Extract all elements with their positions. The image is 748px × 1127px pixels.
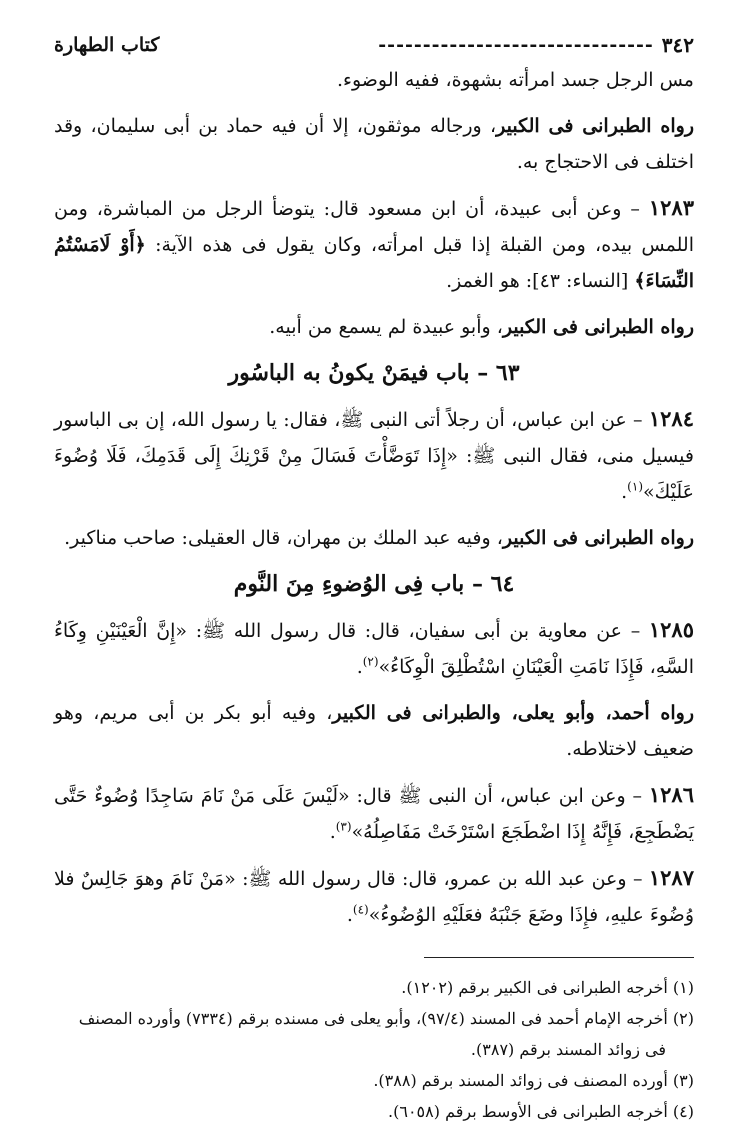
paragraph <box>54 62 694 98</box>
hadith-number: ١٢٨٦ <box>648 782 694 807</box>
period: . <box>621 481 628 503</box>
source-label: رواه الطبرانى فى الكبير <box>496 115 695 137</box>
period: . <box>329 821 336 843</box>
footnote: (٢) أخرجه الإمام أحمد فى المسند (٩٧/٤)، وأبو يعلى فى مسنده برقم (٧٣٣٤) وأورده المصنف <box>78 1009 694 1028</box>
paragraph <box>54 309 694 345</box>
hadith-number: ١٢٨٥ <box>648 617 694 642</box>
hadith-1287 <box>54 860 694 933</box>
footnote-ref[interactable]: (١) <box>627 479 643 494</box>
footnote: (٣) أورده المصنف فى زوائد المسند برقم (٣٨٨). <box>373 1071 694 1090</box>
hadith-1285 <box>54 612 694 685</box>
hadith-1283 <box>54 190 694 299</box>
paragraph <box>54 695 694 767</box>
page-number: ٣٤٢ <box>661 33 694 57</box>
paragraph-text: – عن ابن عباس، أن رجلاً أتى النبى ﷺ، فقال: يا رسول الله، إن بى الباسور فيسيل منى، فقال النبى ﷺ: «إِذَا تَوَضَّأْتَ فَسَالَ مِنْ قَرْنِكَ إِلَى قَدَمِكَ، فَلَا وُضُوءَ عَلَيْكَ» <box>54 409 694 503</box>
hadith-number: ١٢٨٤ <box>648 406 694 431</box>
header-dashes: ------------------------------- <box>378 34 654 56</box>
footnote: (٤) أخرجه الطبرانى فى الأوسط برقم (٦٠٥٨). <box>388 1102 694 1121</box>
source-label: رواه الطبرانى فى الكبير <box>502 527 694 549</box>
period: . <box>346 904 353 926</box>
book-title: كتاب الطهارة <box>54 34 160 56</box>
paragraph-text: – وعن عبد الله بن عمرو، قال: قال رسول الله ﷺ: «مَنْ نَامَ وهوَ جَالِسٌ فلا وُضُوءَ عليهِ، فإِذَا وضَعَ جَنْبَهُ فعَلَيْهِ الوُضُوءُ» <box>54 868 694 926</box>
paragraph-text: ، وفيه أبو بكر بن أبى مريم، وهو ضعيف لاختلاطه. <box>54 702 694 760</box>
hadith-1286 <box>54 777 694 850</box>
paragraph-text: ، وفيه عبد الملك بن مهران، قال العقيلى: صاحب مناكير. <box>64 527 503 549</box>
footnote-ref[interactable]: (٢) <box>362 654 379 669</box>
paragraph-text: مس الرجل جسد امرأته بشهوة، ففيه الوضوء. <box>336 69 694 91</box>
source-label: رواه أحمد، وأبو يعلى، والطبرانى فى الكبير <box>332 702 695 724</box>
footnotes <box>54 972 694 1127</box>
source-label: رواه الطبرانى فى الكبير <box>502 316 694 338</box>
paragraph <box>54 520 694 556</box>
chapter-heading-63: ٦٣ – باب فيمَنْ يكونُ به الباسُور <box>228 360 520 386</box>
quran-quote: ﴿أَوْ لَامَسْتُمُ النِّسَاءَ﴾ <box>54 234 694 292</box>
main-text <box>54 62 694 933</box>
paragraph-text: ، وأبو عبيدة لم يسمع من أبيه. <box>269 316 503 338</box>
footnote-continuation: فى زوائد المسند برقم (٣٨٧). <box>470 1040 666 1059</box>
chapter-heading-64: ٦٤ – باب فِى الوُضوءِ مِنَ النَّوم <box>233 571 515 597</box>
paragraph-text: – وعن ابن عباس، أن النبى ﷺ قال: «لَيْسَ عَلَى مَنْ نَامَ سَاجِدًا وُضُوءٌ حَتَّى يَضْطَجِعَ، فَإِنَّهُ إِذَا اضْطَجَعَ اسْتَرْخَتْ مَفَاصِلُهُ» <box>54 785 694 843</box>
footnote: (١) أخرجه الطبرانى فى الكبير برقم (١٢٠٢). <box>401 978 694 997</box>
hadith-number: ١٢٨٧ <box>648 865 694 890</box>
paragraph-text: ، ورجاله موثقون، إلا أن فيه حماد بن أبى سليمان، وقد اختلف فى الاحتجاج به. <box>54 115 694 173</box>
page-header <box>54 28 694 62</box>
paragraph-text: – عن معاوية بن أبى سفيان، قال: قال رسول الله ﷺ: «إِنَّ الْعَيْنَيْنِ وِكَاءُ السَّهِ، فَإِذَا نَامَتِ الْعَيْنَانِ اسْتُطْلِقَ الْوِكَاءُ» <box>54 620 694 678</box>
hadith-1284 <box>54 401 694 510</box>
paragraph-text: [النساء: ٤٣]: هو الغمز. <box>446 270 635 292</box>
paragraph <box>54 108 694 180</box>
footnote-divider <box>424 957 694 958</box>
period: . <box>356 656 363 678</box>
paragraph-text: – وعن أبى عبيدة، أن ابن مسعود قال: يتوضأ الرجل من المباشرة، ومن اللمس بيده، ومن القبلة إذا قبل امرأته، وكان يقول فى هذه الآية: <box>54 198 694 256</box>
hadith-number: ١٢٨٣ <box>648 195 694 220</box>
footnote-ref[interactable]: (٤) <box>352 902 369 917</box>
footnote-ref[interactable]: (٣) <box>335 819 352 834</box>
